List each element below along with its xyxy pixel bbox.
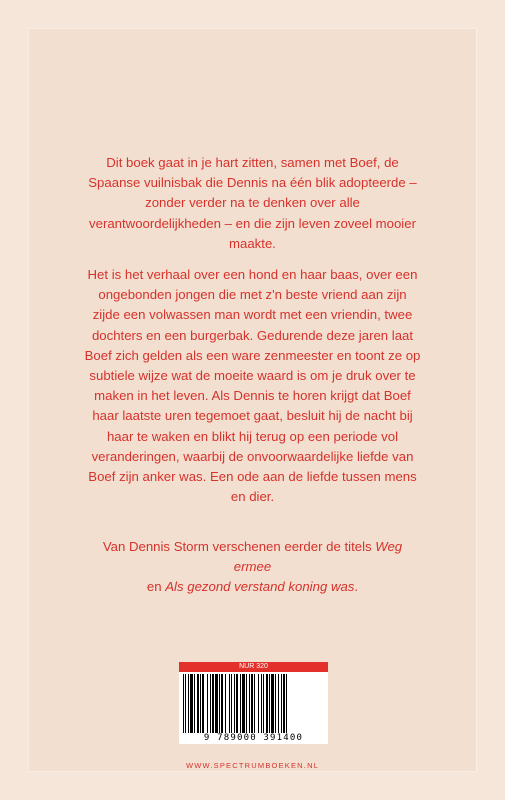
barcode-bar [286, 674, 287, 733]
author-titles-suffix: . [354, 579, 359, 595]
blurb-text-2: Het is het verhaal over een hond en haar baas, over een ongebonden jongen die met z'n beste vriend aan zijn zijde een volwassen man wordt met een vriendin, twee dochters en een burgerbak. Gedurende deze jaren laat Boef zich gelden als een ware zenmeester en toont ze op subtiele wijze wat de moeite waard is om je druk over te maken in het leven. Als Dennis te horen krijgt dat Boef haar laatste uren tegemoet gaat, besluit hij de nacht bij haar te waken en blikt hij terug op een periode vol veranderingen, waarbij de onvoorwaardelijke liefde van Boef zijn anker was. Een ode aan de liefde tussen mens en dier. [84, 267, 421, 505]
barcode-bar [254, 674, 255, 733]
barcode-bar [231, 674, 232, 733]
barcode-bar [185, 674, 186, 733]
barcode-bar [266, 674, 268, 733]
barcode-bar [242, 674, 245, 733]
blurb-text-1: Dit boek gaat in je hart zitten, samen met Boef, de Spaanse vuilnisbak die Dennis na één blik adopteerde – zonder verder na te denken over alle verantwoordelijkheden – en die zijn leven zoveel mooier maakte. [88, 155, 417, 251]
book-title-1: Weg ermee [233, 539, 403, 575]
nur-label: NUR 320 [179, 662, 328, 672]
author-titles-paragraph [84, 537, 421, 598]
barcode-bar [275, 674, 276, 733]
barcode [179, 662, 328, 744]
isbn-number: 9 789000 391400 [203, 733, 304, 743]
barcode-bar [283, 674, 285, 733]
barcode-bar [212, 674, 214, 733]
barcode-bar [210, 674, 211, 733]
blurb-paragraph-2 [84, 265, 421, 507]
barcode-bar [278, 674, 279, 733]
barcode-bar [249, 674, 250, 733]
barcode-bar [219, 674, 220, 733]
barcode-bar [236, 674, 238, 733]
barcode-bar [194, 674, 195, 733]
barcode-bar [258, 674, 259, 733]
barcode-bar [202, 674, 204, 733]
barcode-bar [240, 674, 241, 733]
barcode-bar [263, 674, 264, 733]
author-titles-mid: en [146, 579, 166, 595]
barcode-bar [271, 674, 274, 733]
author-titles-prefix: Van Dennis Storm verschenen eerder de titels [102, 539, 376, 554]
barcode-bar [234, 674, 235, 733]
barcode-bar [188, 674, 189, 733]
barcode-bar [221, 674, 223, 733]
barcode-bar [246, 674, 247, 733]
blurb-paragraph-1 [84, 153, 421, 254]
publisher-url: WWW.SPECTRUMBOEKEN.NL [185, 761, 320, 770]
barcode-bar [190, 674, 193, 733]
barcode-bar [183, 674, 184, 733]
barcode-bar [261, 674, 262, 733]
barcode-bar [215, 674, 218, 733]
barcode-bar [207, 674, 208, 733]
barcode-bars [183, 674, 324, 733]
barcode-bar [251, 674, 253, 733]
barcode-bar [269, 674, 270, 733]
book-title-2: Als gezond verstand koning was [165, 579, 355, 595]
barcode-bar [200, 674, 201, 733]
barcode-bar [197, 674, 199, 733]
barcode-bar [229, 674, 230, 733]
barcode-bar [225, 674, 226, 733]
author-titles-text [84, 537, 421, 598]
barcode-bar [281, 674, 282, 733]
